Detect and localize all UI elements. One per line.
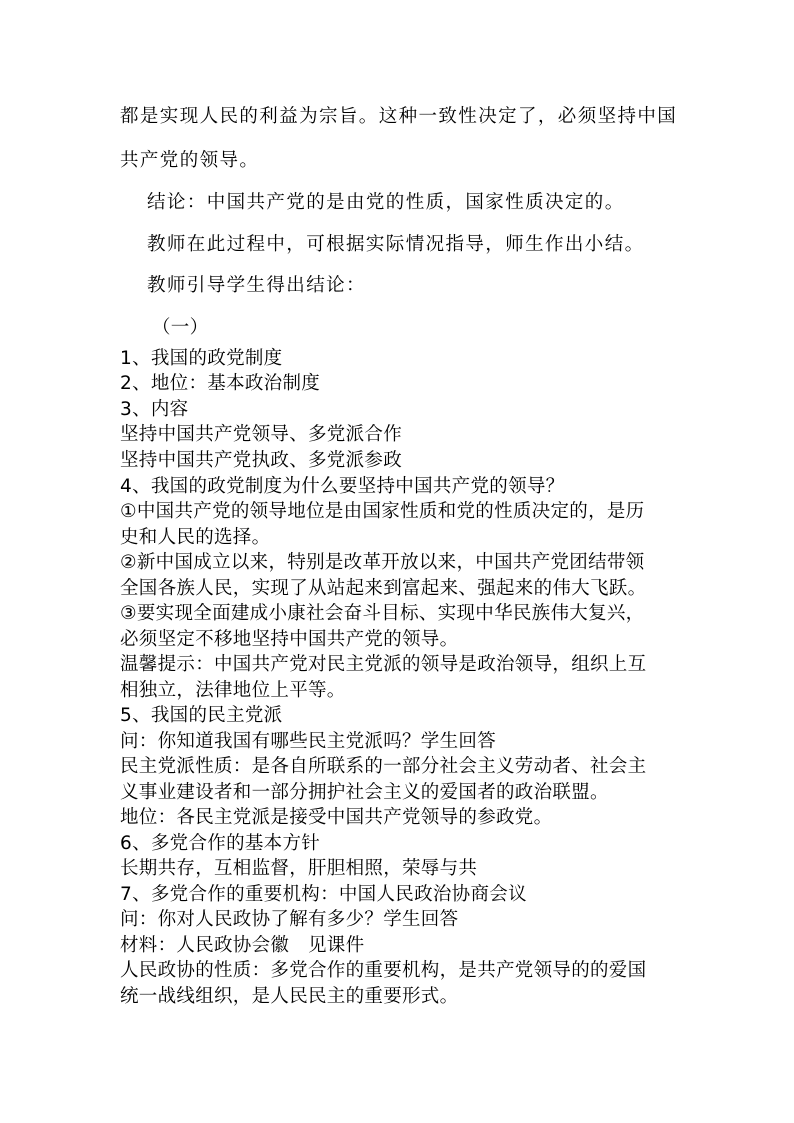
list-line: 统一战线组织，是人民民主的重要形式。 bbox=[120, 986, 459, 1007]
list-line: 6、多党合作的基本方针 bbox=[120, 833, 321, 854]
list-line: 坚持中国共产党领导、多党派合作 bbox=[120, 424, 403, 445]
list-line: 问：你对人民政协了解有多少？学生回答 bbox=[120, 909, 459, 930]
list-line: 人民政协的性质：多党合作的重要机构，是共产党领导的的爱国 bbox=[120, 960, 647, 981]
intro-line-1: 都是实现人民的利益为宗旨。这种一致性决定了，必须坚持中国 bbox=[120, 106, 678, 127]
list-line: 相独立，法律地位上平等。 bbox=[120, 680, 346, 701]
list-line: 地位：各民主党派是接受中国共产党领导的参政党。 bbox=[120, 807, 553, 828]
section-marker: （一） bbox=[152, 317, 209, 338]
list-line: ③要实现全面建成小康社会奋斗目标、实现中华民族伟大复兴， bbox=[120, 603, 645, 624]
list-line: 全国各族人民，实现了从站起来到富起来、强起来的伟大飞跃。 bbox=[120, 578, 647, 599]
list-line: 4、我国的政党制度为什么要坚持中国共产党的领导？ bbox=[120, 476, 565, 497]
intro-line-2: 共产党的领导。 bbox=[120, 150, 260, 171]
list-line: 7、多党合作的重要机构：中国人民政治协商会议 bbox=[120, 884, 527, 905]
list-line: ②新中国成立以来，特别是改革开放以来，中国共产党团结带领 bbox=[120, 552, 645, 573]
teacher-guide-paragraph: 教师引导学生得出结论： bbox=[147, 275, 366, 296]
list-line: 温馨提示：中国共产党对民主党派的领导是政治领导，组织上互 bbox=[120, 654, 647, 675]
conclusion-paragraph: 结论：中国共产党的是由党的性质，国家性质决定的。 bbox=[147, 192, 625, 213]
list-line: 3、内容 bbox=[120, 399, 189, 420]
list-line: 民主党派性质：是各自所联系的一部分社会主义劳动者、社会主 bbox=[120, 756, 647, 777]
list-line: 2、地位：基本政治制度 bbox=[120, 373, 321, 394]
teacher-summary-paragraph: 教师在此过程中，可根据实际情况指导，师生作出小结。 bbox=[147, 234, 645, 255]
list-line: 史和人民的选择。 bbox=[120, 527, 271, 548]
list-line: 5、我国的民主党派 bbox=[120, 705, 283, 726]
list-line: 坚持中国共产党执政、多党派参政 bbox=[120, 450, 403, 471]
list-line: 必须坚定不移地坚持中国共产党的领导。 bbox=[120, 629, 459, 650]
list-line: 问：你知道我国有哪些民主党派吗？学生回答 bbox=[120, 731, 497, 752]
list-line: 义事业建设者和一部分拥护社会主义的爱国者的政治联盟。 bbox=[120, 782, 609, 803]
list-line: 长期共存，互相监督，肝胆相照，荣辱与共 bbox=[120, 858, 478, 879]
list-line: ①中国共产党的领导地位是由国家性质和党的性质决定的，是历 bbox=[120, 501, 645, 522]
list-line: 材料：人民政协会徽 见课件 bbox=[120, 935, 365, 956]
list-line: 1、我国的政党制度 bbox=[120, 348, 283, 369]
